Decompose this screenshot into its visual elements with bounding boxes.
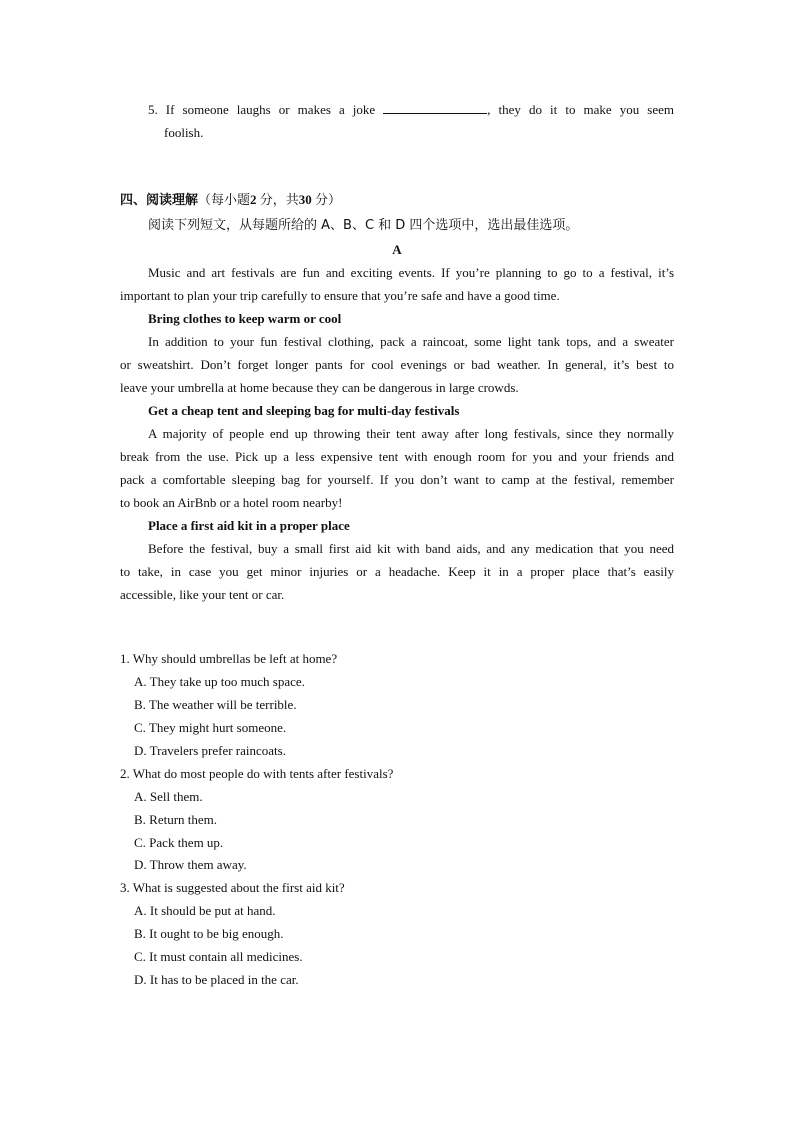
question-2-option-d[interactable]: D. Throw them away. — [134, 857, 247, 872]
passage-p1-line-1: In addition to your fun festival clothing, pack a raincoat, some light tank tops, and a sweater — [148, 334, 674, 349]
passage-p3-line-3: accessible, like your tent or car. — [120, 587, 285, 602]
passage-p2-line-1: A majority of people end up throwing their tent away after long festivals, since they normally — [148, 426, 674, 441]
question-3-option-a[interactable]: A. It should be put at hand. — [134, 903, 276, 918]
question-3-option-b[interactable]: B. It ought to be big enough. — [134, 926, 284, 941]
question-2-option-c[interactable]: C. Pack them up. — [134, 835, 224, 850]
passage-p2-line-3: pack a comfortable sleeping bag for yourself. If you don’t want to camp at the festival, remember — [120, 472, 674, 487]
passage-p1-line-2: or sweatshirt. Don’t forget longer pants for cool evenings or bad weather. In general, it’s best to — [120, 357, 674, 372]
passage-p3-line-1: Before the festival, buy a small first aid kit with band aids, and any medication that you need — [148, 541, 674, 556]
q5-text-before: 5. If someone laughs or makes a joke — [148, 102, 376, 117]
question-2-option-b[interactable]: B. Return them. — [134, 812, 218, 827]
passage-label: A — [392, 242, 402, 257]
passage-p2-line-4: to book an AirBnb or a hotel room nearby! — [120, 495, 343, 510]
question-1-option-b[interactable]: B. The weather will be terrible. — [134, 697, 297, 712]
passage-heading-first-aid: Place a first aid kit in a proper place — [148, 518, 350, 533]
fill-in-question-5 — [148, 98, 674, 121]
answer-blank[interactable] — [383, 100, 487, 114]
passage-intro-line-2: important to plan your trip carefully to ensure that you’re safe and have a good time. — [120, 288, 560, 303]
passage-heading-clothes: Bring clothes to keep warm or cool — [148, 311, 342, 326]
passage-p1-line-3: leave your umbrella at home because they can be dangerous in large crowds. — [120, 380, 519, 395]
question-2-option-a[interactable]: A. Sell them. — [134, 789, 203, 804]
section-heading: 四、阅读理解（每小题2 分，共30 分） — [120, 192, 342, 208]
passage-intro-line-1: Music and art festivals are fun and exciting events. If you’re planning to go to a festival, it’s — [148, 265, 674, 280]
question-3-option-d[interactable]: D. It has to be placed in the car. — [134, 972, 299, 987]
passage-p2-line-2: break from the use. Pick up a less expensive tent with enough room for you and your friends and — [120, 449, 674, 464]
question-3-stem: 3. What is suggested about the first aid kit? — [120, 880, 345, 895]
question-1-option-d[interactable]: D. Travelers prefer raincoats. — [134, 743, 286, 758]
question-1-option-a[interactable]: A. They take up too much space. — [134, 674, 305, 689]
question-3-option-c[interactable]: C. It must contain all medicines. — [134, 949, 303, 964]
question-1-option-c[interactable]: C. They might hurt someone. — [134, 720, 287, 735]
fill-in-question-5-cont: foolish. — [164, 125, 204, 140]
section-instruction: 阅读下列短文，从每题所给的 A、B、C 和 D 四个选项中，选出最佳选项。 — [148, 218, 579, 233]
question-2-stem: 2. What do most people do with tents after festivals? — [120, 766, 394, 781]
passage-heading-tent: Get a cheap tent and sleeping bag for multi-day festivals — [148, 403, 460, 418]
passage-p3-line-2: to take, in case you get minor injuries or a headache. Keep it in a proper place that’s easily — [120, 564, 674, 579]
q5-text-after: , they do it to make you seem — [487, 102, 674, 117]
question-1-stem: 1. Why should umbrellas be left at home? — [120, 651, 338, 666]
